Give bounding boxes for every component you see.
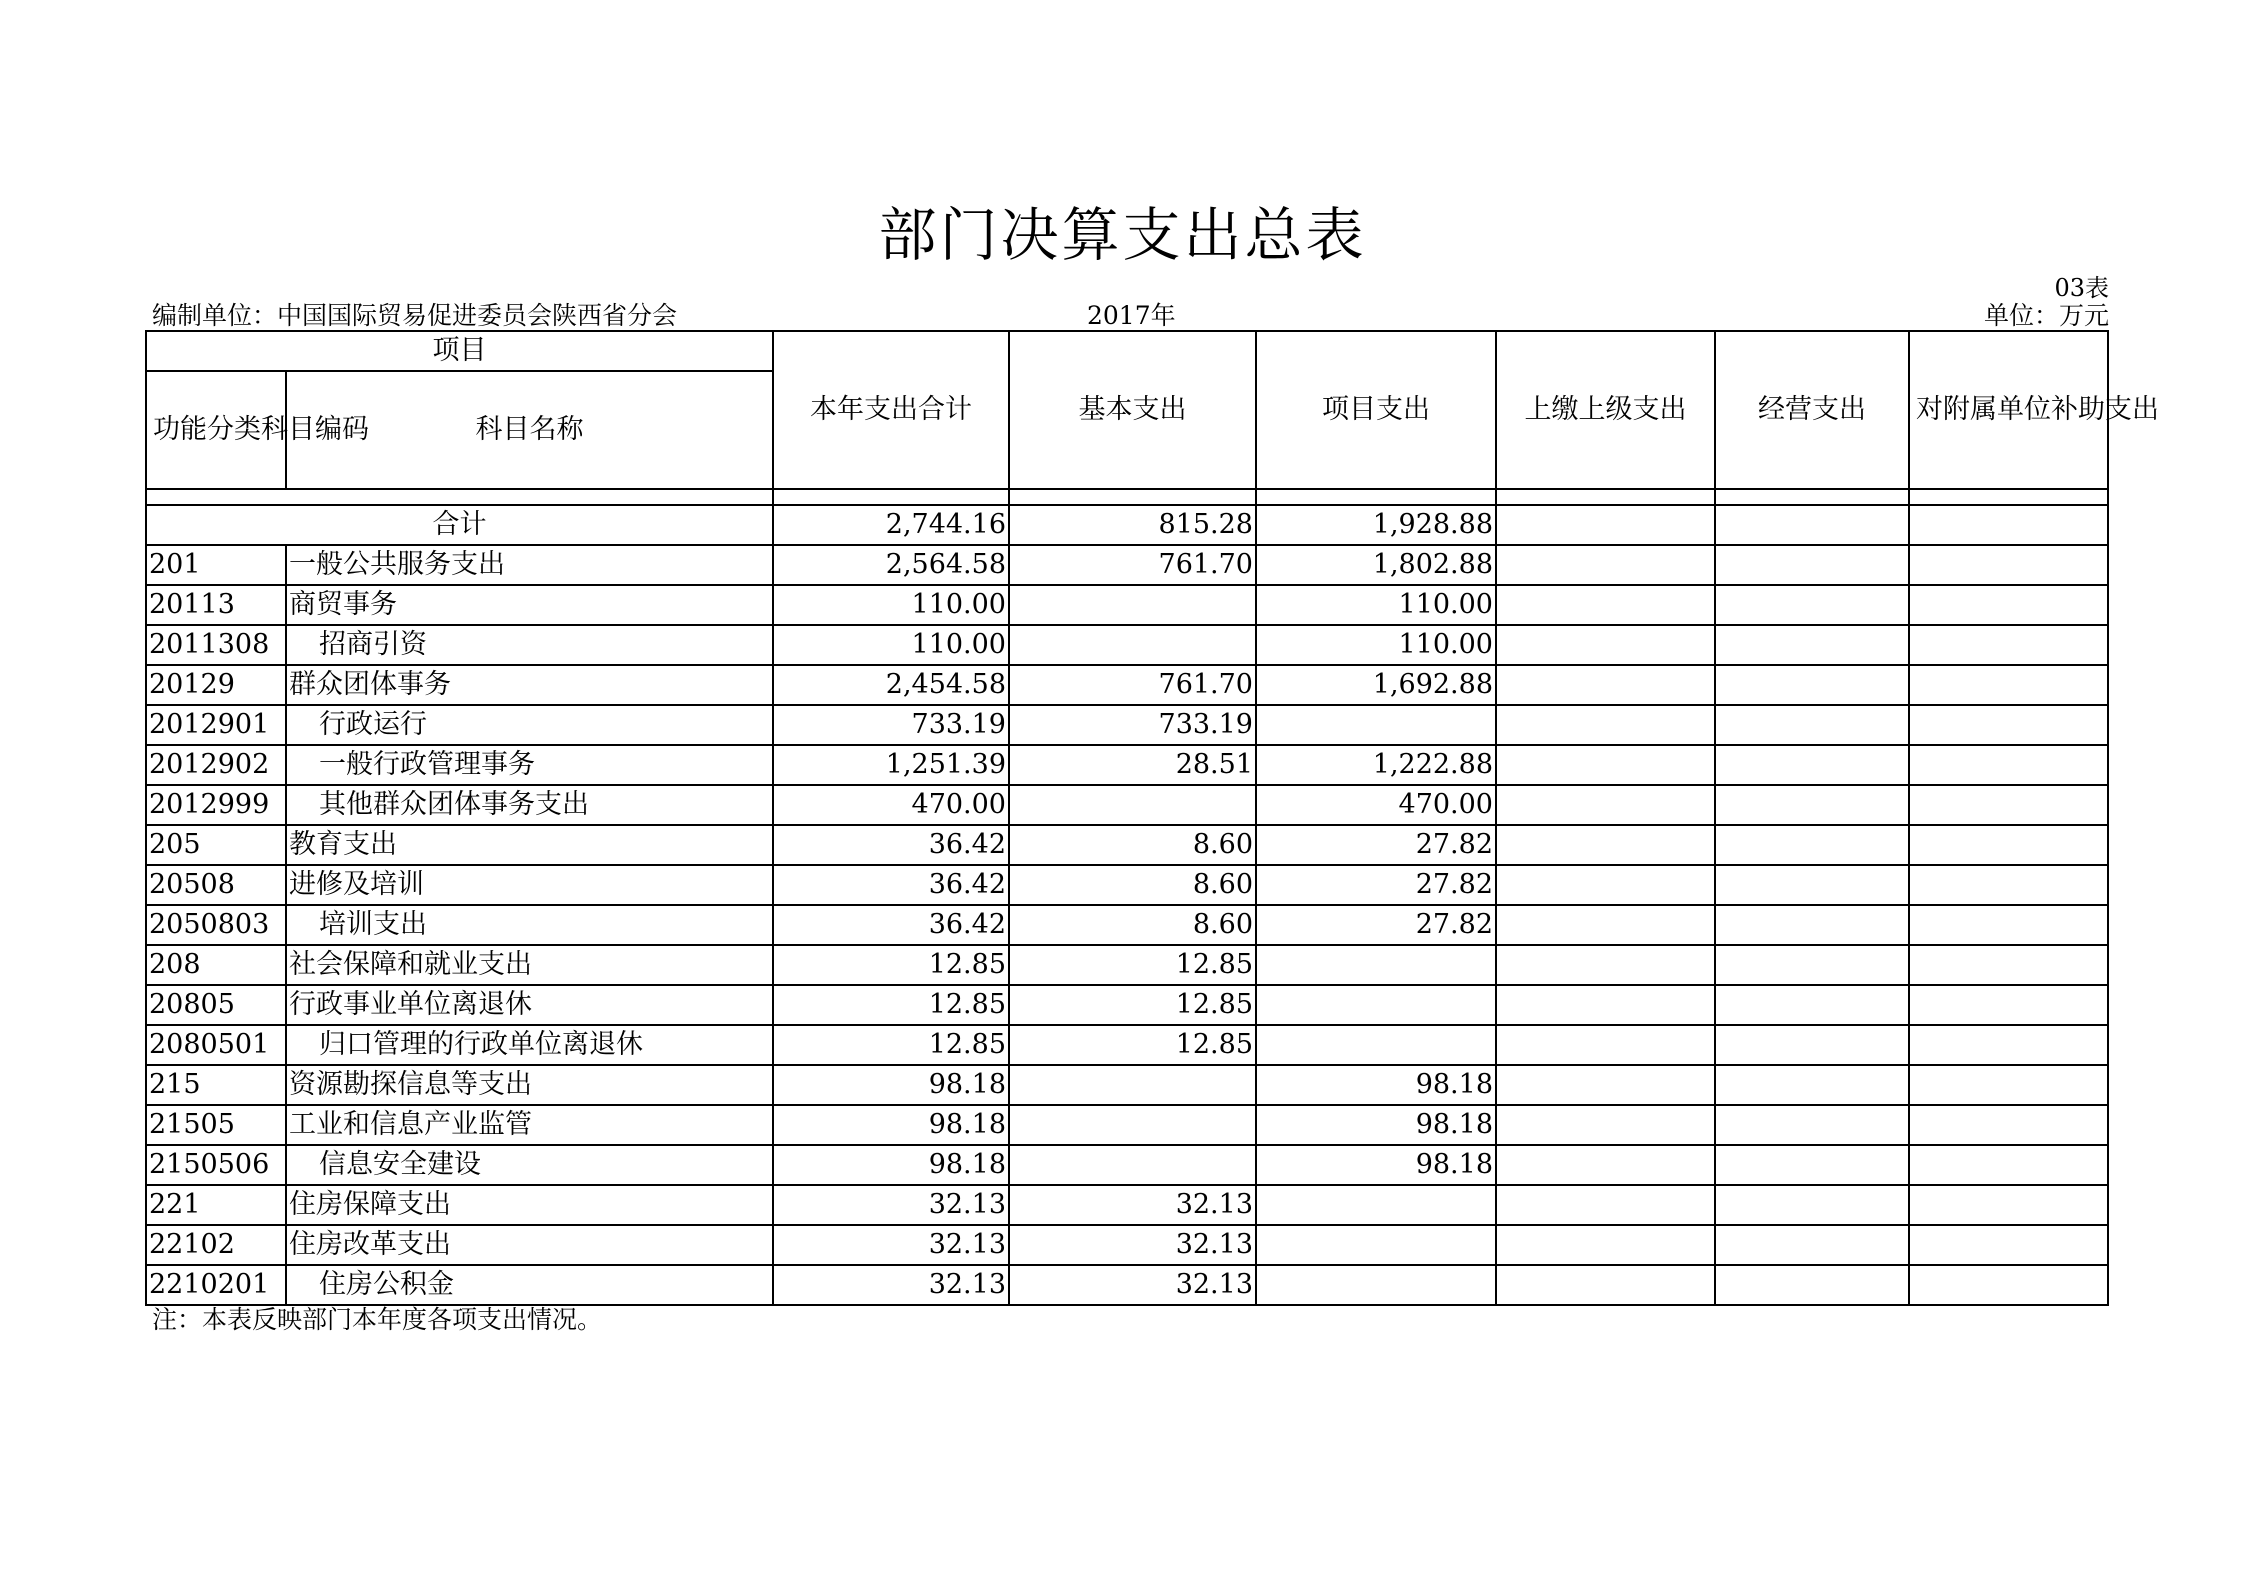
business-cell (1715, 1105, 1909, 1145)
name-cell: 教育支出 (286, 825, 773, 865)
total-cell: 32.13 (773, 1265, 1009, 1305)
table-row (146, 1225, 2108, 1265)
superior-cell (1496, 1225, 1715, 1265)
subsidy-cell (1909, 1025, 2108, 1065)
header-spacer-row (146, 489, 2108, 505)
basic-cell (1009, 585, 1256, 625)
table-row (146, 945, 2108, 985)
superior-cell (1496, 865, 1715, 905)
project-cell (1256, 985, 1496, 1025)
subsidy-cell (1909, 1105, 2108, 1145)
total-cell: 32.13 (773, 1185, 1009, 1225)
project-cell: 27.82 (1256, 825, 1496, 865)
footnote: 注：本表反映部门本年度各项支出情况。 (152, 1305, 603, 1334)
business-cell (1715, 705, 1909, 745)
table-row (146, 905, 2108, 945)
project-cell: 98.18 (1256, 1065, 1496, 1105)
basic-cell: 8.60 (1009, 865, 1256, 905)
name-cell: 商贸事务 (286, 585, 773, 625)
name-cell: 其他群众团体事务支出 (286, 785, 773, 825)
name-cell: 工业和信息产业监管 (286, 1105, 773, 1145)
subsidy-cell (1909, 825, 2108, 865)
table-number: 03表 (2054, 274, 2109, 302)
superior-cell (1496, 905, 1715, 945)
project-cell: 470.00 (1256, 785, 1496, 825)
project-cell: 1,222.88 (1256, 745, 1496, 785)
superior-cell (1496, 825, 1715, 865)
header-item: 项目 (146, 331, 773, 371)
superior-cell (1496, 1065, 1715, 1105)
table-row (146, 745, 2108, 785)
business-cell (1715, 865, 1909, 905)
basic-cell (1009, 1145, 1256, 1185)
total-cell: 733.19 (773, 705, 1009, 745)
project-cell (1256, 945, 1496, 985)
project-cell: 27.82 (1256, 905, 1496, 945)
basic-cell (1009, 785, 1256, 825)
business-cell (1715, 1145, 1909, 1185)
total-cell: 36.42 (773, 865, 1009, 905)
project-cell: 1,692.88 (1256, 665, 1496, 705)
code-cell: 2080501 (146, 1025, 286, 1065)
name-cell: 行政事业单位离退休 (286, 985, 773, 1025)
superior-cell (1496, 785, 1715, 825)
name-cell: 资源勘探信息等支出 (286, 1065, 773, 1105)
total-cell: 2,454.58 (773, 665, 1009, 705)
business-cell (1715, 945, 1909, 985)
page-title: 部门决算支出总表 (878, 201, 1367, 269)
total-cell: 98.18 (773, 1065, 1009, 1105)
code-cell: 2210201 (146, 1265, 286, 1305)
basic-cell: 733.19 (1009, 705, 1256, 745)
table-row (146, 665, 2108, 705)
superior-cell (1496, 505, 1715, 545)
name-cell: 住房保障支出 (286, 1185, 773, 1225)
superior-cell (1496, 745, 1715, 785)
code-cell: 2012902 (146, 745, 286, 785)
total-cell: 12.85 (773, 945, 1009, 985)
total-cell: 32.13 (773, 1225, 1009, 1265)
basic-cell: 761.70 (1009, 665, 1256, 705)
table-row (146, 1185, 2108, 1225)
header-project: 项目支出 (1256, 331, 1496, 489)
business-cell (1715, 545, 1909, 585)
subsidy-cell (1909, 865, 2108, 905)
total-cell: 36.42 (773, 825, 1009, 865)
business-cell (1715, 905, 1909, 945)
subsidy-cell (1909, 1065, 2108, 1105)
business-cell (1715, 985, 1909, 1025)
header-total: 本年支出合计 (773, 331, 1009, 489)
superior-cell (1496, 585, 1715, 625)
total-cell: 2,564.58 (773, 545, 1009, 585)
subsidy-cell (1909, 945, 2108, 985)
basic-cell (1009, 1105, 1256, 1145)
subsidy-cell (1909, 905, 2108, 945)
code-cell: 208 (146, 945, 286, 985)
code-cell: 215 (146, 1065, 286, 1105)
total-cell: 470.00 (773, 785, 1009, 825)
code-cell: 22102 (146, 1225, 286, 1265)
header-basic: 基本支出 (1009, 331, 1256, 489)
business-cell (1715, 1225, 1909, 1265)
table-row (146, 705, 2108, 745)
superior-cell (1496, 985, 1715, 1025)
superior-cell (1496, 1265, 1715, 1305)
business-cell (1715, 665, 1909, 705)
basic-cell: 815.28 (1009, 505, 1256, 545)
business-cell (1715, 745, 1909, 785)
subsidy-cell (1909, 545, 2108, 585)
unit-label: 单位：万元 (1983, 301, 2109, 330)
code-cell: 21505 (146, 1105, 286, 1145)
subsidy-cell (1909, 1225, 2108, 1265)
code-cell: 20113 (146, 585, 286, 625)
project-cell: 1,802.88 (1256, 545, 1496, 585)
basic-cell: 32.13 (1009, 1185, 1256, 1225)
code-cell: 205 (146, 825, 286, 865)
table-row (146, 1025, 2108, 1065)
name-cell: 行政运行 (286, 705, 773, 745)
business-cell (1715, 1065, 1909, 1105)
table-row (146, 1265, 2108, 1305)
org-label: 编制单位：中国国际贸易促进委员会陕西省分会 (152, 301, 678, 330)
table-row (146, 625, 2108, 665)
total-cell: 1,251.39 (773, 745, 1009, 785)
expenditure-table (145, 330, 2159, 1306)
business-cell (1715, 825, 1909, 865)
total-cell: 12.85 (773, 985, 1009, 1025)
table-row (146, 825, 2108, 865)
name-cell: 归口管理的行政单位离退休 (286, 1025, 773, 1065)
project-cell: 98.18 (1256, 1145, 1496, 1185)
total-row (146, 505, 2108, 545)
superior-cell (1496, 1105, 1715, 1145)
code-cell: 201 (146, 545, 286, 585)
project-cell: 110.00 (1256, 625, 1496, 665)
header-business: 经营支出 (1715, 331, 1909, 489)
project-cell: 1,928.88 (1256, 505, 1496, 545)
subsidy-cell (1909, 1145, 2108, 1185)
basic-cell: 32.13 (1009, 1225, 1256, 1265)
total-cell: 110.00 (773, 585, 1009, 625)
basic-cell: 28.51 (1009, 745, 1256, 785)
table-row (146, 785, 2108, 825)
header-name: 科目名称 (286, 371, 773, 489)
project-cell (1256, 1265, 1496, 1305)
code-cell: 20508 (146, 865, 286, 905)
total-cell: 2,744.16 (773, 505, 1009, 545)
code-cell: 20129 (146, 665, 286, 705)
basic-cell: 8.60 (1009, 905, 1256, 945)
total-cell: 36.42 (773, 905, 1009, 945)
table-row (146, 1105, 2108, 1145)
basic-cell: 12.85 (1009, 985, 1256, 1025)
name-cell: 社会保障和就业支出 (286, 945, 773, 985)
business-cell (1715, 505, 1909, 545)
header-subsidy: 对附属单位补助支出 (1909, 331, 2108, 489)
superior-cell (1496, 1185, 1715, 1225)
superior-cell (1496, 1145, 1715, 1185)
code-cell: 2150506 (146, 1145, 286, 1185)
project-cell (1256, 1225, 1496, 1265)
subsidy-cell (1909, 1265, 2108, 1305)
name-cell: 信息安全建设 (286, 1145, 773, 1185)
subsidy-cell (1909, 585, 2108, 625)
code-cell: 20805 (146, 985, 286, 1025)
code-cell: 2012901 (146, 705, 286, 745)
superior-cell (1496, 705, 1715, 745)
table-row (146, 1065, 2108, 1105)
business-cell (1715, 585, 1909, 625)
superior-cell (1496, 1025, 1715, 1065)
project-cell (1256, 1025, 1496, 1065)
name-cell: 一般行政管理事务 (286, 745, 773, 785)
code-cell: 221 (146, 1185, 286, 1225)
subsidy-cell (1909, 985, 2108, 1025)
subsidy-cell (1909, 665, 2108, 705)
year-label: 2017年 (1087, 301, 1176, 330)
project-cell (1256, 1185, 1496, 1225)
subsidy-cell (1909, 505, 2108, 545)
code-cell: 2011308 (146, 625, 286, 665)
subsidy-cell (1909, 705, 2108, 745)
table-row (146, 1145, 2108, 1185)
subsidy-cell (1909, 1185, 2108, 1225)
total-cell: 98.18 (773, 1105, 1009, 1145)
business-cell (1715, 625, 1909, 665)
basic-cell: 8.60 (1009, 825, 1256, 865)
basic-cell (1009, 1065, 1256, 1105)
table-row (146, 985, 2108, 1025)
total-cell: 98.18 (773, 1145, 1009, 1185)
header-superior: 上缴上级支出 (1496, 331, 1715, 489)
table-row (146, 865, 2108, 905)
subsidy-cell (1909, 625, 2108, 665)
superior-cell (1496, 665, 1715, 705)
name-cell: 进修及培训 (286, 865, 773, 905)
basic-cell: 12.85 (1009, 1025, 1256, 1065)
project-cell: 98.18 (1256, 1105, 1496, 1145)
superior-cell (1496, 945, 1715, 985)
name-cell: 招商引资 (286, 625, 773, 665)
superior-cell (1496, 625, 1715, 665)
name-cell: 住房公积金 (286, 1265, 773, 1305)
name-cell: 一般公共服务支出 (286, 545, 773, 585)
business-cell (1715, 1265, 1909, 1305)
business-cell (1715, 1025, 1909, 1065)
superior-cell (1496, 545, 1715, 585)
basic-cell: 12.85 (1009, 945, 1256, 985)
code-cell: 2050803 (146, 905, 286, 945)
basic-cell (1009, 625, 1256, 665)
total-cell: 12.85 (773, 1025, 1009, 1065)
name-cell: 群众团体事务 (286, 665, 773, 705)
project-cell: 27.82 (1256, 865, 1496, 905)
name-cell: 住房改革支出 (286, 1225, 773, 1265)
project-cell (1256, 705, 1496, 745)
total-label: 合计 (146, 505, 773, 545)
table-row (146, 585, 2108, 625)
business-cell (1715, 1185, 1909, 1225)
code-cell: 2012999 (146, 785, 286, 825)
business-cell (1715, 785, 1909, 825)
subsidy-cell (1909, 745, 2108, 785)
header-code: 功能分类科目编码 (146, 371, 286, 489)
name-cell: 培训支出 (286, 905, 773, 945)
basic-cell: 761.70 (1009, 545, 1256, 585)
total-cell: 110.00 (773, 625, 1009, 665)
subsidy-cell (1909, 785, 2108, 825)
table-row (146, 545, 2108, 585)
project-cell: 110.00 (1256, 585, 1496, 625)
basic-cell: 32.13 (1009, 1265, 1256, 1305)
